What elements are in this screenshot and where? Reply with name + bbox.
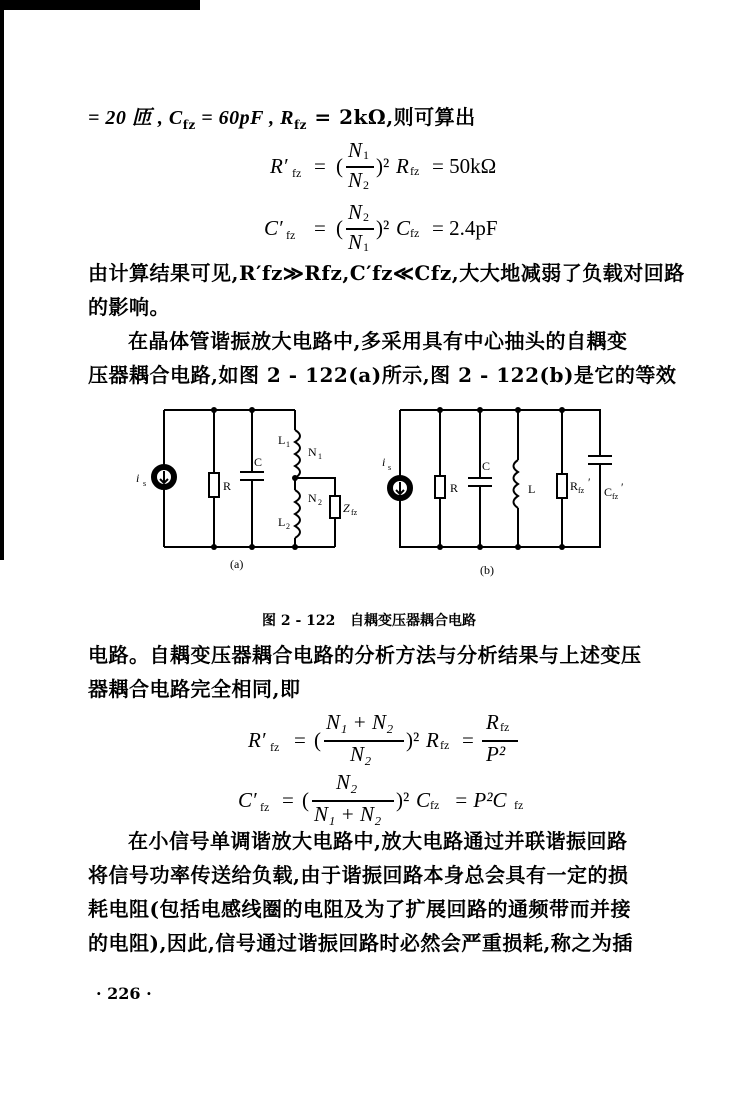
equation-r-prime: R′ fz = ( N 1 N 2 )² R fz = 50kΩ [270,138,497,192]
paragraph-analysis: 电路。自耦变压器耦合电路的分析方法与分析结果与上述变压 器耦合电路完全相同,即 [88,643,642,701]
equation-c-prime-autotransformer: C′ fz = ( N₂ N₁ + N₂ )² C fz = P²C fz [238,770,524,826]
equation-r-prime-autotransformer: R′ fz = ( N₁ + N₂ N₂ )² R fz = R fz P² [248,710,568,770]
svg-text:L: L [278,515,286,529]
svg-text:1: 1 [318,452,322,461]
svg-text:s: s [143,479,147,488]
svg-text:R: R [223,479,232,493]
figure-circuits [130,400,630,585]
intro-line: = 20 匝 , $C_{fz} = 60pF$ , $R_{fz} = 2k\Omega$,则可算出 [88,105,476,132]
svg-text:i: i [382,455,386,469]
svg-text:(b): (b) [480,563,494,577]
paragraph-result: 由计算结果可见,R′fz≫Rfz,C′fz≪Cfz,大大地减弱了负载对回路 的影响。 [88,261,685,319]
svg-text:2: 2 [286,522,290,531]
svg-text:s: s [388,463,392,472]
svg-text:(a): (a) [230,557,244,571]
svg-text:C: C [482,459,491,473]
svg-text:i: i [136,471,140,485]
paragraph-autotransformer: 在晶体管谐振放大电路中,多采用具有中心抽头的自耦变 压器耦合电路,如图 2 - 122(a)所示,图 2 - 122(b)是它的等效 [88,329,677,387]
svg-text:1: 1 [286,440,290,449]
svg-text:R: R [450,481,459,495]
scan-top-bar [0,0,200,10]
paragraph-insertion-loss: 在小信号单调谐放大电路中,放大电路通过并联谐振回路 将信号功率传送给负载,由于谐振回路本身总会具有一定的损 耗电阻(包括电感线圈的电阻及为了扩展回路的通频带而并接 的电阻),因此,信号通过谐振回路时必然会严重损耗,称之为插 [88,829,633,955]
svg-text:′: ′ [588,475,591,489]
page-number: · 226 · [96,984,152,1003]
svg-text:C: C [254,455,263,469]
svg-text:C: C [604,485,613,499]
svg-text:fz: fz [578,486,585,495]
scan-left-edge [0,0,4,560]
svg-text:N: N [308,491,317,505]
svg-text:L: L [278,433,286,447]
equation-c-prime: C′ fz = ( N 2 N 1 )² C fz = 2.4pF [264,200,498,254]
svg-text:′: ′ [621,480,624,494]
svg-text:fz: fz [612,492,619,501]
svg-text:R: R [570,479,579,493]
svg-text:L: L [528,482,536,496]
svg-text:N: N [308,445,317,459]
figure-caption: 图 2 - 122 自耦变压器耦合电路 [262,613,477,629]
svg-text:Z: Z [343,501,350,515]
svg-text:fz: fz [351,508,358,517]
svg-text:2: 2 [318,498,322,507]
